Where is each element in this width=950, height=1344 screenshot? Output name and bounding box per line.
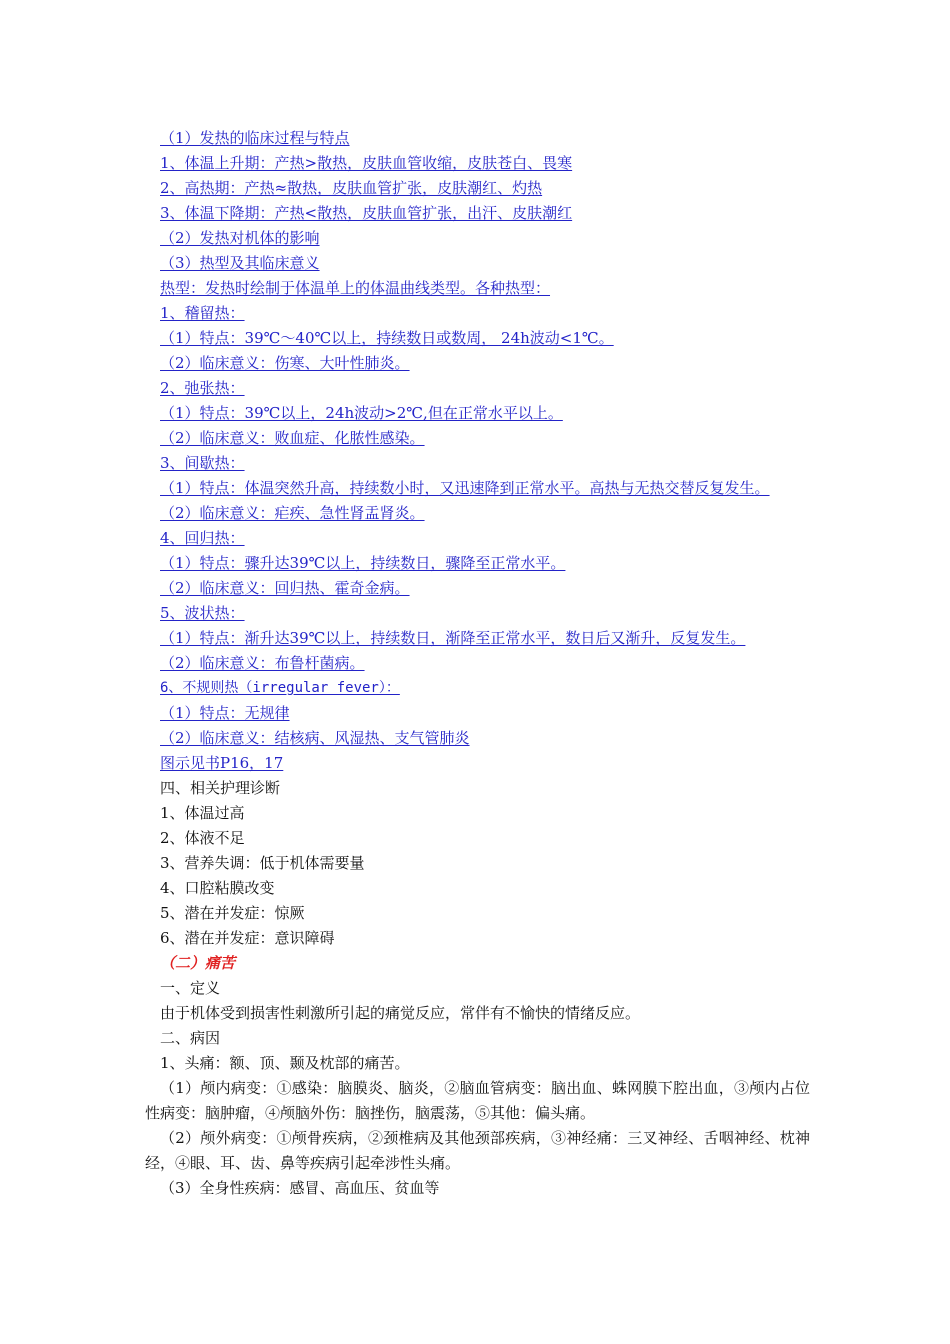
fever-type-definition[interactable]: 热型：发热时绘制于体温单上的体温曲线类型。各种热型： xyxy=(160,279,551,297)
fever-type-name[interactable]: 6、不规则热（irregular fever）： xyxy=(160,680,400,696)
definition-text: 由于机体受到损害性刺激所引起的痛觉反应，常伴有不愉快的情绪反应。 xyxy=(160,1004,641,1022)
headache-heading: 1、头痛：额、顶、颞及枕部的痛苦。 xyxy=(160,1054,410,1072)
fever-effect-heading[interactable]: （2）发热对机体的影响 xyxy=(160,229,320,247)
cause-heading: 二、病因 xyxy=(160,1029,221,1047)
diagnosis-item: 3、营养失调：低于机体需要量 xyxy=(160,854,365,872)
fever-type-meaning[interactable]: （2）临床意义：疟疾、急性肾盂肾炎。 xyxy=(160,504,425,522)
fever-type-meaning[interactable]: （2）临床意义：布鲁杆菌病。 xyxy=(160,654,365,672)
fever-type-feature[interactable]: （1）特点：骤升达39℃以上，持续数日，骤降至正常水平。 xyxy=(160,554,566,572)
fever-type-meaning[interactable]: （2）临床意义：回归热、霍奇金病。 xyxy=(160,579,410,597)
fever-type-feature[interactable]: （1）特点：渐升达39℃以上，持续数日，渐降至正常水平，数日后又渐升，反复发生。 xyxy=(160,629,746,647)
fever-type-name[interactable]: 5、波状热： xyxy=(160,604,245,622)
definition-heading: 一、定义 xyxy=(160,979,221,997)
diagnosis-item: 2、体液不足 xyxy=(160,829,245,847)
diagnosis-item: 1、体温过高 xyxy=(160,804,245,822)
fever-type-name[interactable]: 2、弛张热： xyxy=(160,379,245,397)
fever-type-feature[interactable]: （1）特点：无规律 xyxy=(160,704,290,722)
fever-stage-2[interactable]: 2、高热期：产热≈散热，皮肤血管扩张，皮肤潮红、灼热 xyxy=(160,179,543,197)
fever-type-meaning[interactable]: （2）临床意义：败血症、化脓性感染。 xyxy=(160,429,425,447)
fever-type-feature[interactable]: （1）特点：39℃以上，24h波动>2℃,但在正常水平以上。 xyxy=(160,404,563,422)
diagnosis-item: 4、口腔粘膜改变 xyxy=(160,879,275,897)
fever-type-meaning[interactable]: （2）临床意义：伤寒、大叶性肺炎。 xyxy=(160,354,410,372)
fever-type-feature xyxy=(145,476,810,501)
document-body xyxy=(145,126,810,1201)
diagnosis-item: 6、潜在并发症：意识障碍 xyxy=(160,929,335,947)
diagnosis-item: 5、潜在并发症：惊厥 xyxy=(160,904,305,922)
extracranial-paragraph: （2）颅外病变：①颅骨疾病，②颈椎病及其他颈部疾病，③神经痛：三叉神经、舌咽神经、枕神经，④眼、耳、齿、鼻等疾病引起牵涉性头痛。 xyxy=(145,1129,810,1172)
intracranial-paragraph: （1）颅内病变：①感染：脑膜炎、脑炎，②脑血管病变：脑出血、蛛网膜下腔出血，③颅内占位性病变：脑肿瘤，④颅脑外伤：脑挫伤，脑震荡，⑤其他：偏头痛。 xyxy=(145,1079,810,1122)
fever-stage-3[interactable]: 3、体温下降期：产热<散热，皮肤血管扩张，出汗、皮肤潮红 xyxy=(160,204,573,222)
fever-type-name[interactable]: 3、间歇热： xyxy=(160,454,245,472)
fever-type-heading[interactable]: （3）热型及其临床意义 xyxy=(160,254,320,272)
systemic-paragraph: （3）全身性疾病：感冒、高血压、贫血等 xyxy=(160,1179,440,1197)
fever-type-name[interactable]: 1、稽留热： xyxy=(160,304,245,322)
figure-reference[interactable]: 图示见书P16，17 xyxy=(160,754,284,772)
fever-process-heading[interactable]: （1）发热的临床过程与特点 xyxy=(160,129,350,147)
fever-stage-1[interactable]: 1、体温上升期：产热>散热，皮肤血管收缩，皮肤苍白、畏寒 xyxy=(160,154,573,172)
fever-type-meaning[interactable]: （2）临床意义：结核病、风湿热、支气管肺炎 xyxy=(160,729,470,747)
fever-type-feature[interactable]: （1）特点：39℃～40℃以上，持续数日或数周， 24h波动<1℃。 xyxy=(160,329,614,347)
fever-type-name[interactable]: 4、回归热： xyxy=(160,529,245,547)
pain-section-title: （二）痛苦 xyxy=(160,954,236,972)
diagnosis-heading: 四、相关护理诊断 xyxy=(160,779,281,797)
fever-type-feature-text[interactable]: （1）特点：体温突然升高，持续数小时，又迅速降到正常水平。高热与无热交替反复发生。 xyxy=(160,479,770,497)
